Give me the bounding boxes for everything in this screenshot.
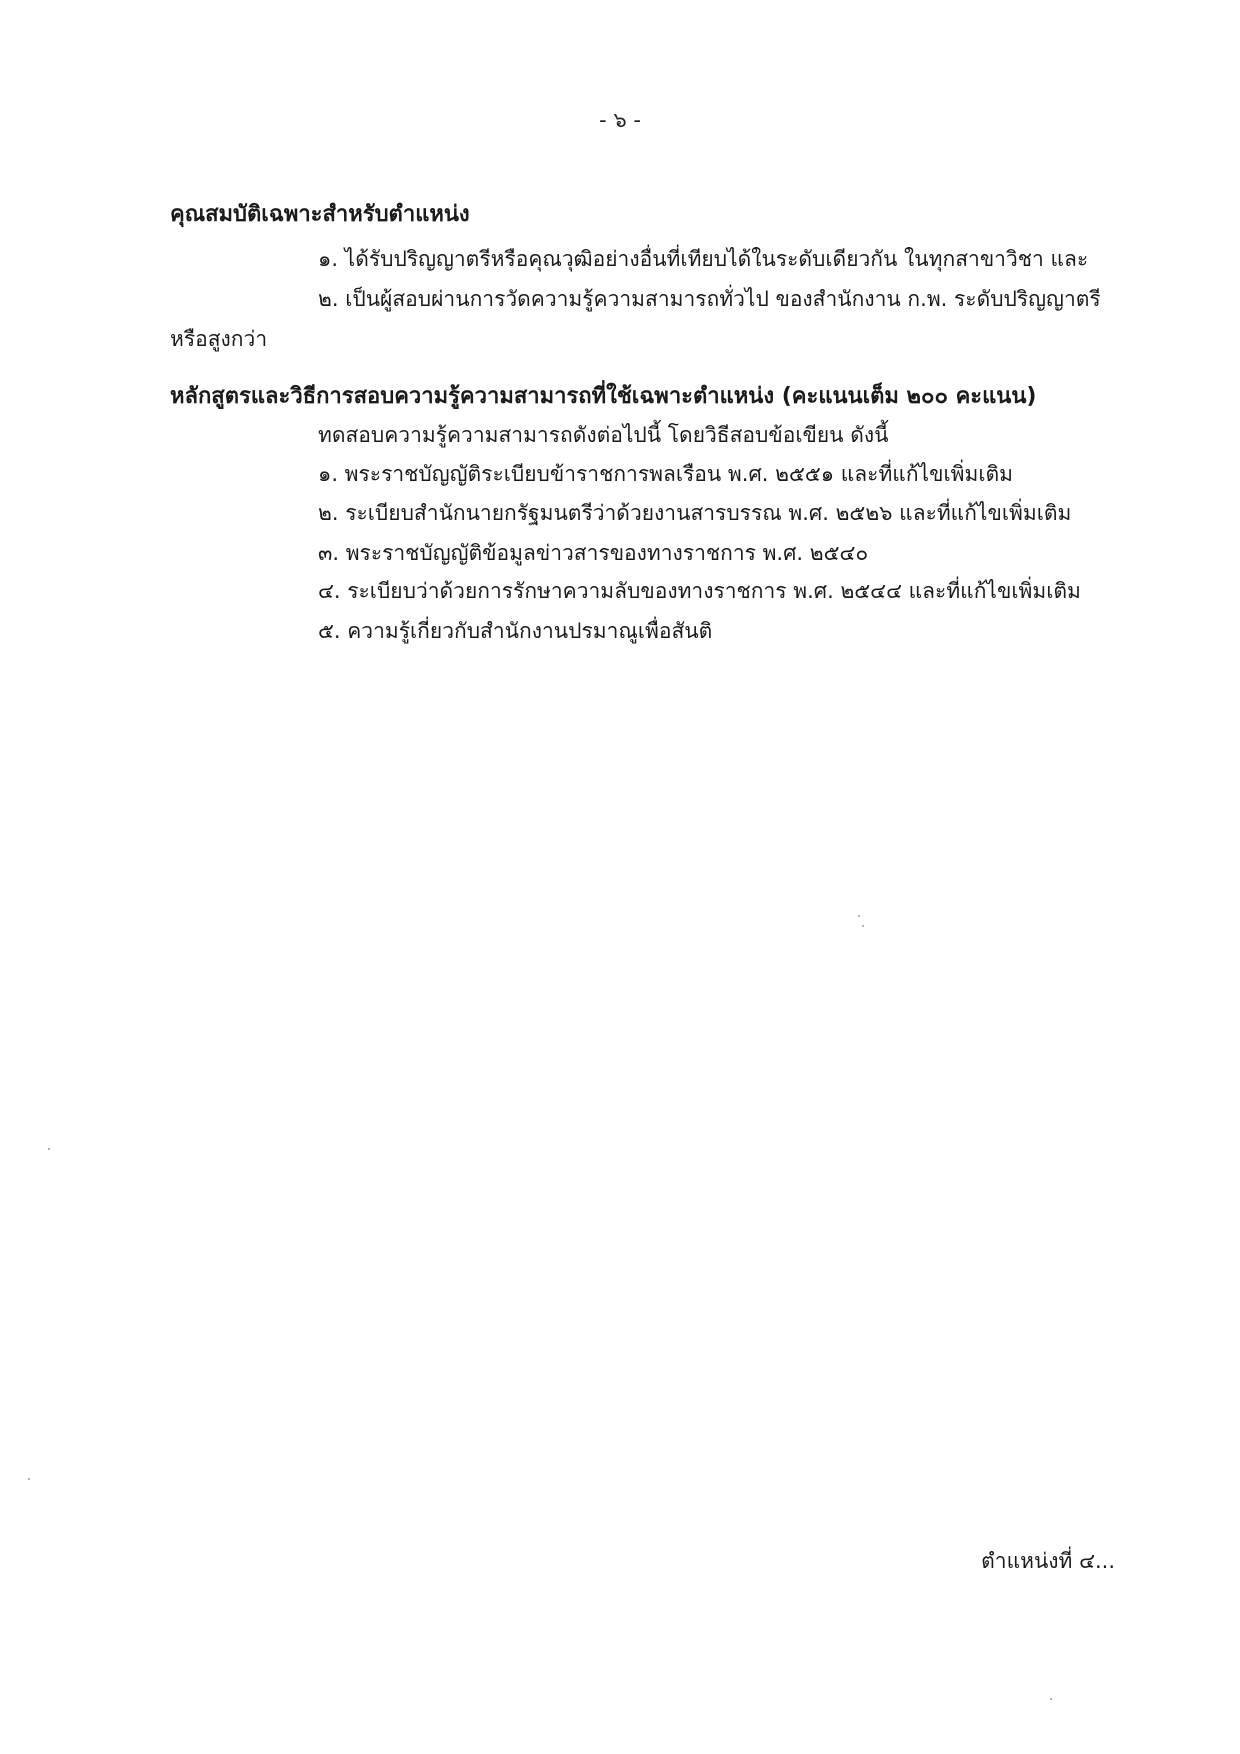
curriculum-item-1: ๑. พระราชบัญญัติระเบียบข้าราชการพลเรือน พ.ศ. ๒๕๕๑ และที่แก้ไขเพิ่มเติม — [318, 462, 1013, 486]
scan-speck — [862, 925, 864, 927]
next-page-marker: ตำแหน่งที่ ๔... — [981, 1549, 1115, 1573]
curriculum-item-4: ๔. ระเบียบว่าด้วยการรักษาความลับของทางราชการ พ.ศ. ๒๕๔๔ และที่แก้ไขเพิ่มเติม — [318, 579, 1081, 603]
curriculum-heading: หลักสูตรและวิธีการสอบความรู้ความสามารถที่ใช้เฉพาะตำแหน่ง (คะแนนเต็ม ๒๐๐ คะแนน) — [170, 384, 1037, 409]
scan-speck — [1050, 1698, 1052, 1700]
scan-speck — [858, 915, 860, 917]
qualifications-heading: คุณสมบัติเฉพาะสำหรับตำแหน่ง — [170, 202, 470, 227]
qualification-item-2: ๒. เป็นผู้สอบผ่านการวัดความรู้ความสามารถทั่วไป ของสำนักงาน ก.พ. ระดับปริญญาตรี — [318, 287, 1101, 311]
page-number: - ๖ - — [599, 108, 641, 132]
curriculum-intro: ทดสอบความรู้ความสามารถดังต่อไปนี้ โดยวิธีสอบข้อเขียน ดังนี้ — [318, 423, 889, 447]
qualification-continuation: หรือสูงกว่า — [170, 327, 268, 351]
scan-speck — [48, 1148, 50, 1150]
qualification-item-1: ๑. ได้รับปริญญาตรีหรือคุณวุฒิอย่างอื่นที่เทียบได้ในระดับเดียวกัน ในทุกสาขาวิชา และ — [318, 247, 1089, 271]
curriculum-item-5: ๕. ความรู้เกี่ยวกับสำนักงานปรมาณูเพื่อสันติ — [318, 619, 713, 643]
curriculum-item-2: ๒. ระเบียบสำนักนายกรัฐมนตรีว่าด้วยงานสารบรรณ พ.ศ. ๒๕๒๖ และที่แก้ไขเพิ่มเติม — [318, 501, 1072, 525]
curriculum-item-3: ๓. พระราชบัญญัติข้อมูลข่าวสารของทางราชการ พ.ศ. ๒๕๔๐ — [318, 541, 869, 565]
scan-speck — [28, 1478, 30, 1480]
